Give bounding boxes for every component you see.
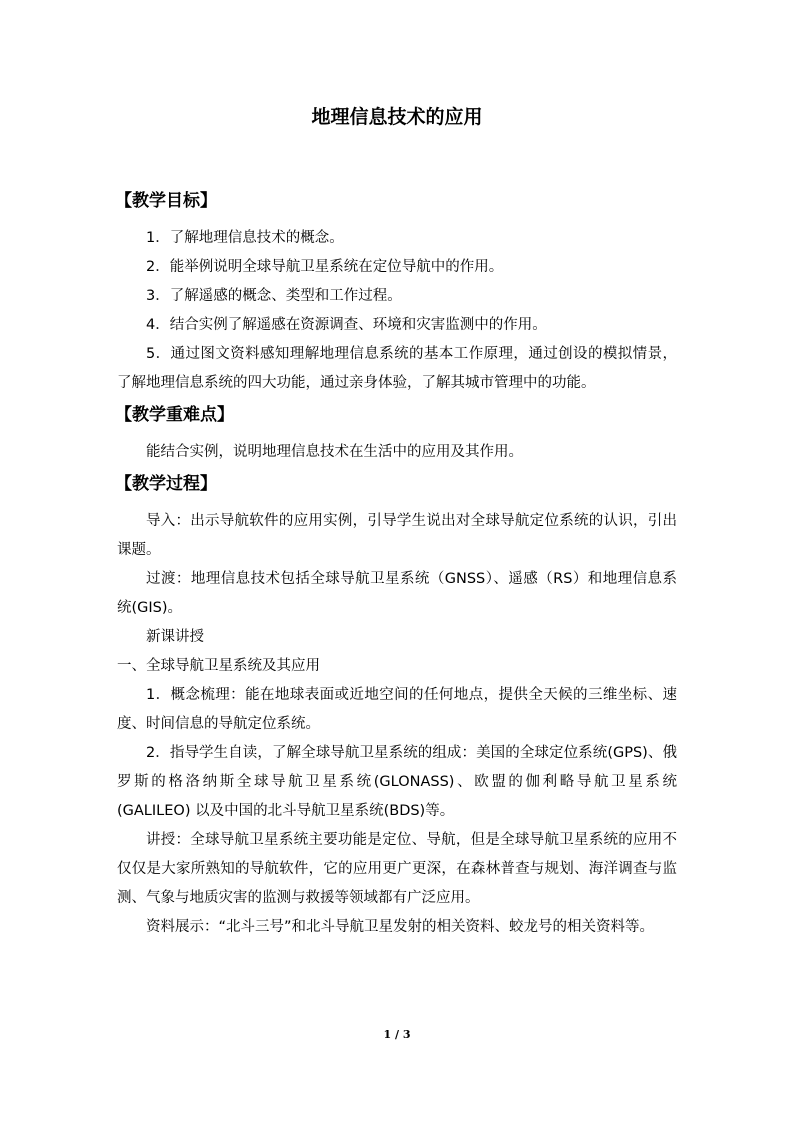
document-title: 地理信息技术的应用 [311, 106, 483, 128]
keypoints-heading: 【教学重难点】 [115, 405, 234, 425]
keypoints-text: 能结合实例，说明地理信息技术在生活中的应用及其作用。 [146, 444, 523, 460]
objective-item: 3．了解遥感的概念、类型和工作过程。 [146, 288, 402, 304]
objective-item: 1．了解地理信息技术的概念。 [146, 230, 344, 246]
objective-item: 4．结合实例了解遥感在资源调查、环境和灾害监测中的作用。 [146, 317, 547, 333]
objective-item: 2．能举例说明全球导航卫星系统在定位导航中的作用。 [146, 259, 504, 275]
new-lesson-label: 新课讲授 [146, 629, 204, 645]
document-body [117, 188, 677, 942]
materials-paragraph: 资料展示：“北斗三号”和北斗导航卫星发射的相关资料、蛟龙号的相关资料等。 [146, 919, 655, 935]
page-number: 1 / 3 [383, 1028, 411, 1041]
lecture-paragraph: 讲授：全球导航卫星系统主要功能是定位、导航，但是全球导航卫星系统的应用不仅仅是大家所熟知的导航软件，它的应用更广更深，在森林普查与规划、海洋调查与监测、气象与地质灾害的监测与救援等领域都有广泛应用。 [117, 832, 677, 906]
part1-title: 一、全球导航卫星系统及其应用 [117, 658, 320, 674]
part1-paragraph-2: 2．指导学生自读，了解全球导航卫星系统的组成：美国的全球定位系统(GPS)、俄罗斯的格洛纳斯全球导航卫星系统(GLONASS)、欧盟的伽利略导航卫星系统(GALILEO) 以及中国的北斗导航卫星系统(BDS)等。 [117, 745, 677, 819]
process-heading: 【教学过程】 [115, 474, 217, 494]
part1-paragraph-1: 1．概念梳理：能在地球表面或近地空间的任何地点，提供全天候的三维坐标、速度、时间信息的导航定位系统。 [117, 687, 677, 732]
process-intro: 导入：出示导航软件的应用实例，引导学生说出对全球导航定位系统的认识，引出课题。 [117, 513, 677, 558]
objective-item: 5．通过图文资料感知理解地理信息系统的基本工作原理，通过创设的模拟情景，了解地理信息系统的四大功能，通过亲身体验，了解其城市管理中的功能。 [117, 346, 677, 391]
objectives-heading: 【教学目标】 [115, 191, 217, 211]
process-transition: 过渡：地理信息技术包括全球导航卫星系统（GNSS）、遥感（RS）和地理信息系统(GIS)。 [117, 571, 677, 616]
